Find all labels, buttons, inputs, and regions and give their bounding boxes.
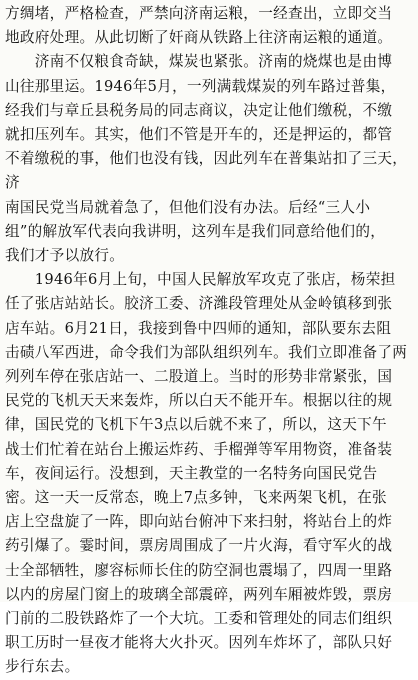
paragraph-grain-blockade: 方绸堵，严格检查，严禁向济南运粮，一经查出，立即交当 地政府处理。从此切断了奸商从铁路上往济南运粮的通道。 bbox=[5, 5, 393, 47]
paragraph-zhangdian-bombing: 1946年6月上旬，中国人民解放军攻克了张店，杨荣担 任了张店站站长。胶济工委、济潍段管理处从金岭镇移到张 店车站。6月21日，我接到鲁中四师的通知，部队要东去阻 击碛八军西进，命令我们为部队组织列车。我们立即准备了两 列列车停在张店站一、二股道上。当时的形势非常紧张，国 民党的飞机天天来轰炸，所以白天不能开车。根据以往的规 律，国民党的飞机下午3点以后就不来了，所以，这天下午 战士们忙着在站台上搬运炸药、手榴弹等军用物资，准备装 车，夜间运行。没想到，天主教堂的一名特务向国民党告 密。这一天一反常态，晚上7点多钟，飞来两架飞机，在张 店上空盘旋了一阵，即向站台俯冲下来扫射，将站台上的炸 药引爆了。霎时间，票房周围成了一片火海，看守军火的战 士全部牺牲，廖容标师长住的防空洞也震塌了，四周一里路 以内的房屋门窗上的玻璃全部震碎，两列车厢被炸毁，票房 门前的二股铁路炸了一个大坑。工委和管理处的同志们组织 职工历时一昼夜才能将大火扑灭。因列车炸坏了，部队只好 步行东去。 bbox=[5, 271, 408, 676]
paragraph-coal-train: 济南不仅粮食奇缺，煤炭也紧张。济南的烧煤也是由博 山往那里运。1946年5月，一列满载煤炭的列车路过普集， 经我们与章丘县税务局的同志商议，决定让他们缴税，不缴 就扣压列车。其实，他们不管是开车的，还是押运的，都管 不着缴税的事，他们也没有钱，因此列车在普集站扣了三天，济 南国民党当局就着急了，但他们没有办法。后经“三人小 组”的解放军代表向我讲明，这列车是我们同意给他们的， 我们才予以放行。 bbox=[5, 53, 408, 265]
